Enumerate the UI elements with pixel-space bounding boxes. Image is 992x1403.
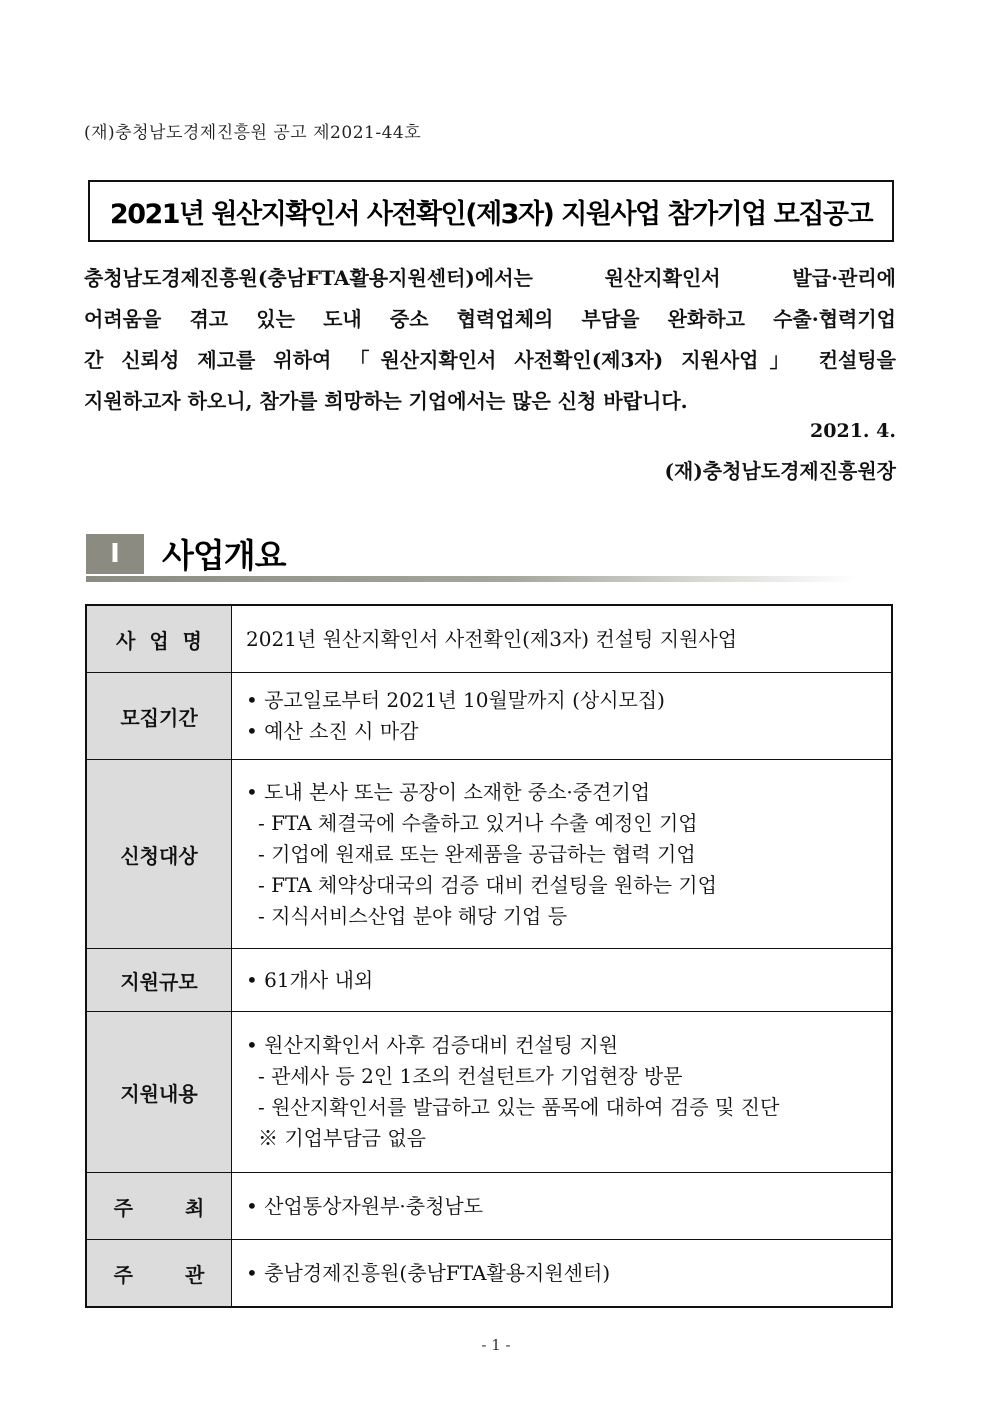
- row-content: [232, 605, 893, 673]
- content-line: • 충남경제진흥원(충남FTA활용지원센터): [246, 1260, 611, 1285]
- content-line: - FTA 체약상대국의 검증 대비 컨설팅을 원하는 기업: [258, 872, 717, 897]
- content-line: - 원산지확인서를 발급하고 있는 품목에 대하여 검증 및 진단: [258, 1095, 780, 1119]
- section-title: 사업개요: [162, 536, 286, 575]
- row-content: [232, 673, 893, 760]
- notice-number: (재)충청남도경제진흥원 공고 제2021-44호: [84, 123, 422, 143]
- row-content: [232, 1012, 893, 1173]
- title-box: [88, 180, 894, 242]
- content-line: • 예산 소진 시 마감: [246, 719, 419, 743]
- row-label: 주최: [86, 1173, 232, 1240]
- intro-line: 충청남도경제진흥원(충남FTA활용지원센터)에서는 원산지확인서 발급·관리에: [84, 266, 896, 290]
- document-title: 2021년 원산지확인서 사전확인(제3자) 지원사업 참가기업 모집공고: [109, 198, 873, 230]
- content-line: - FTA 체결국에 수출하고 있거나 수출 예정인 기업: [258, 810, 698, 835]
- intro-line: 어려움을 겪고 있는 도내 중소 협력업체의 부담을 완화하고 수출·협력기업: [84, 307, 896, 331]
- row-label: 신청대상: [86, 760, 232, 949]
- content-line: • 도내 본사 또는 공장이 소재한 중소·중견기업: [246, 779, 651, 804]
- table-row: [86, 949, 892, 1012]
- table-row: [86, 1240, 892, 1308]
- row-content: [232, 949, 893, 1012]
- row-content: [232, 1240, 893, 1308]
- row-label: 모집기간: [86, 673, 232, 760]
- row-label: 지원내용: [86, 1012, 232, 1173]
- section-header: [86, 532, 856, 582]
- row-label: 사업명: [86, 605, 232, 673]
- content-line: • 산업통상자원부·충청남도: [246, 1193, 484, 1218]
- table-row: [86, 1012, 892, 1173]
- intro-line: 지원하고자 하오니, 참가를 희망하는 기업에서는 많은 신청 바랍니다.: [84, 389, 688, 413]
- row-label: 지원규모: [86, 949, 232, 1012]
- section-number: Ⅰ: [86, 534, 144, 574]
- content-line: - 기업에 원재료 또는 완제품을 공급하는 협력 기업: [258, 841, 696, 866]
- table-row: [86, 1173, 892, 1240]
- table-row: [86, 760, 892, 949]
- content-line: 2021년 원산지확인서 사전확인(제3자) 컨설팅 지원사업: [246, 626, 738, 651]
- content-line: • 원산지확인서 사후 검증대비 컨설팅 지원: [246, 1033, 619, 1057]
- overview-table: [85, 604, 893, 1308]
- row-label: 주관: [86, 1240, 232, 1308]
- intro-paragraph: [84, 258, 896, 422]
- content-line: - 관세사 등 2인 1조의 컨설턴트가 기업현장 방문: [258, 1064, 683, 1088]
- row-content: [232, 760, 893, 949]
- issuing-organization: (재)충청남도경제진흥원장: [664, 459, 896, 483]
- section-divider: [86, 576, 856, 582]
- content-line: - 지식서비스산업 분야 해당 기업 등: [258, 903, 568, 928]
- page-number: - 1 -: [481, 1336, 511, 1354]
- notice-date: 2021. 4.: [810, 420, 896, 442]
- content-line: ※ 기업부담금 없음: [258, 1126, 426, 1150]
- table-row: [86, 673, 892, 760]
- content-line: • 61개사 내외: [246, 967, 374, 992]
- content-line: • 공고일로부터 2021년 10월말까지 (상시모집): [246, 688, 665, 712]
- table-row: [86, 605, 892, 673]
- row-content: [232, 1173, 893, 1240]
- intro-line: 간 신뢰성 제고를 위하여 「원산지확인서 사전확인(제3자) 지원사업」 컨설팅을: [84, 348, 896, 372]
